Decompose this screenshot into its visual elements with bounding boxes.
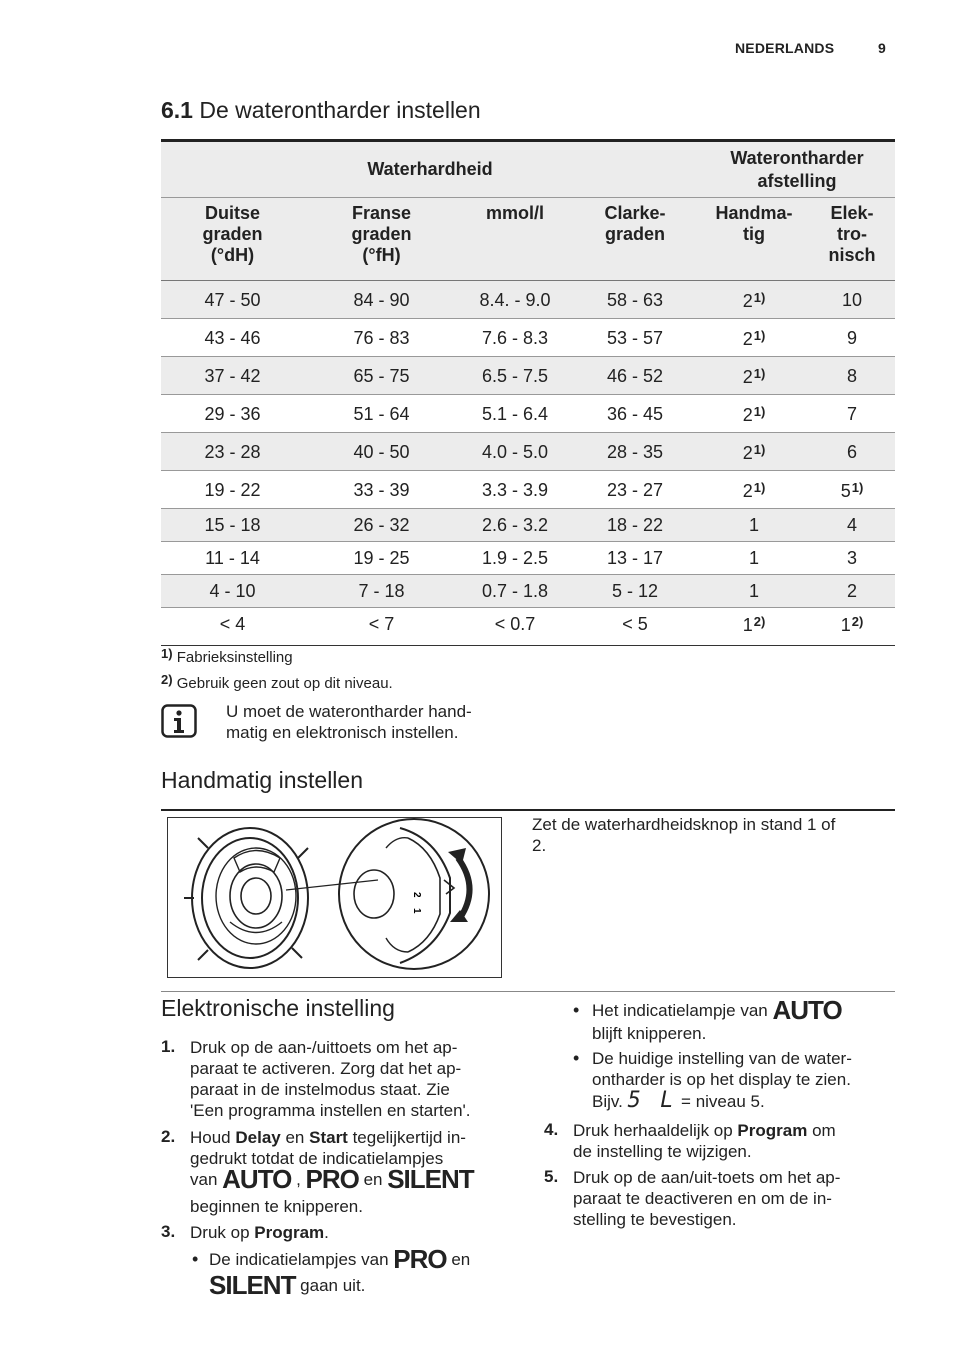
section-number: 6.1 (161, 97, 193, 123)
electronic-title: Elektronische instelling (161, 995, 395, 1021)
table-cell: 1.9 - 2.5 (459, 542, 571, 575)
table-cell: 11 - 14 (161, 542, 304, 575)
table-cell: 46 - 52 (571, 357, 699, 395)
table-cell: 23 - 28 (161, 433, 304, 471)
step-5-text: Druk op de aan/uit-toets om het ap- paraat te deactiveren en om de in- stelling te bevestigen. (573, 1168, 841, 1229)
auto-indicator-icon: AUTO (222, 1164, 292, 1194)
silent-indicator-icon: SILENT (387, 1164, 474, 1194)
table-cell: 23 - 27 (571, 471, 699, 509)
table-cell: 2.6 - 3.2 (459, 509, 571, 542)
table-row (161, 433, 895, 471)
table-cell: 7 (809, 395, 895, 433)
bullet-2-text: Het indicatielampje van AUTO blijft knipperen. (592, 995, 842, 1043)
table-cell: 18 - 22 (571, 509, 699, 542)
table-cell: 8.4. - 9.0 (459, 281, 571, 319)
start-key: Start (309, 1128, 348, 1147)
footnote-ref: 1) (753, 480, 766, 495)
divider (161, 809, 895, 811)
table-cell: 4.0 - 5.0 (459, 433, 571, 471)
column-header: mmol/l (459, 198, 571, 281)
table-cell: 2 (809, 575, 895, 608)
table-row (161, 575, 895, 608)
table-row (161, 357, 895, 395)
table-cell: 36 - 45 (571, 395, 699, 433)
program-key: Program (737, 1121, 808, 1140)
table-cell: 0.7 - 1.8 (459, 575, 571, 608)
bullet: • (192, 1249, 199, 1269)
table-cell: 8 (809, 357, 895, 395)
step-4-text: Druk herhaaldelijk op Program om de instelling te wijzigen. (573, 1121, 836, 1161)
table-cell: 2$^{1)}$ (699, 395, 809, 433)
table-cell: 40 - 50 (304, 433, 459, 471)
footnote-ref: 2) (851, 614, 864, 629)
table-cell: 2$^{1)}$ (699, 319, 809, 357)
footnote-text: Gebruik geen zout op dit niveau. (176, 675, 393, 692)
dial-label-2: 2 (411, 892, 422, 898)
info-note-text: U moet de waterontharder hand- matig en elektronisch instellen. (226, 702, 472, 742)
step-number: 5. (544, 1167, 559, 1186)
footnote-ref: 2) (753, 614, 766, 629)
table-row (161, 395, 895, 433)
table-row (161, 281, 895, 319)
info-icon (161, 704, 197, 738)
table-cell: 6.5 - 7.5 (459, 357, 571, 395)
table-cell: 1$^{2)}$ (809, 608, 895, 646)
footnote-ref: 1) (753, 442, 766, 457)
page-number: 9 (878, 40, 886, 56)
table-cell: 1 (699, 575, 809, 608)
table-cell: 4 - 10 (161, 575, 304, 608)
water-hardness-table (161, 139, 895, 646)
table-cell: 29 - 36 (161, 395, 304, 433)
bullet: • (573, 1000, 580, 1020)
step-3-text: Druk op Program. (190, 1223, 329, 1242)
table-cell: 1 (699, 542, 809, 575)
table-cell: 15 - 18 (161, 509, 304, 542)
table-cell: 76 - 83 (304, 319, 459, 357)
program-key: Program (254, 1223, 325, 1242)
table-cell: 7.6 - 8.3 (459, 319, 571, 357)
pro-indicator-icon: PRO (305, 1164, 359, 1194)
step-number: 4. (544, 1120, 559, 1139)
table-cell: < 4 (161, 608, 304, 646)
table-cell: < 7 (304, 608, 459, 646)
table-cell: 28 - 35 (571, 433, 699, 471)
manual-text: Zet de waterhardheidsknop in stand 1 of 2. (532, 815, 836, 855)
display-readout: 5 L (627, 1088, 677, 1113)
silent-indicator-icon: SILENT (209, 1270, 296, 1300)
table-cell: 5 - 12 (571, 575, 699, 608)
table-row (161, 319, 895, 357)
table-cell: 1 (699, 509, 809, 542)
table-cell: 58 - 63 (571, 281, 699, 319)
column-header: Clarke- graden (571, 198, 699, 281)
table-cell: 84 - 90 (304, 281, 459, 319)
column-header: Duitse graden (°dH) (161, 198, 304, 281)
footnote-text: Fabrieksinstelling (176, 649, 293, 666)
table-cell: 19 - 22 (161, 471, 304, 509)
table-cell: 2$^{1)}$ (699, 433, 809, 471)
table-cell: 51 - 64 (304, 395, 459, 433)
table-cell: 47 - 50 (161, 281, 304, 319)
table-cell: 5.1 - 6.4 (459, 395, 571, 433)
table-cell: 6 (809, 433, 895, 471)
table-cell: 2$^{1)}$ (699, 357, 809, 395)
table-cell: 10 (809, 281, 895, 319)
table-cell: 2$^{1)}$ (699, 471, 809, 509)
manual-title: Handmatig instellen (161, 767, 364, 793)
column-header: Franse graden (°fH) (304, 198, 459, 281)
step-2-text: Houd Delay en Start tegelijkertijd in- gedrukt totdat de indicatielampjes van AUTO , PRO en SILENT beginnen te knipperen. (190, 1128, 474, 1216)
bullet: • (573, 1048, 580, 1068)
pro-indicator-icon: PRO (393, 1244, 447, 1274)
table-cell: 33 - 39 (304, 471, 459, 509)
table-row (161, 608, 895, 646)
table-cell: 37 - 42 (161, 357, 304, 395)
footnote-mark: 2) (161, 672, 173, 687)
table-row (161, 509, 895, 542)
table-cell: 2$^{1)}$ (699, 281, 809, 319)
footnote-1 (161, 646, 293, 666)
divider (161, 991, 895, 992)
table-cell: < 5 (571, 608, 699, 646)
step-1-text: Druk op de aan-/uittoets om het ap- paraat te activeren. Zorg dat het ap- paraat in de instelmodus staat. Zie 'Een programma instellen en starten'. (190, 1038, 471, 1120)
section-title-text: De waterontharder instellen (199, 97, 481, 123)
bullet-1-text: De indicatielampjes van PRO en SILENT gaan uit. (209, 1244, 471, 1300)
table-cell: 9 (809, 319, 895, 357)
footnote-ref: 1) (753, 404, 766, 419)
header-language: NEDERLANDS (735, 40, 835, 56)
footnote-mark: 1) (161, 646, 173, 661)
column-header: Handma- tig (699, 198, 809, 281)
table-cell: 7 - 18 (304, 575, 459, 608)
table-cell: 3.3 - 3.9 (459, 471, 571, 509)
footnote-2 (161, 672, 393, 692)
table-row (161, 471, 895, 509)
table-cell: 13 - 17 (571, 542, 699, 575)
table-cell: 43 - 46 (161, 319, 304, 357)
step-number: 2. (161, 1127, 176, 1146)
delay-key: Delay (235, 1128, 281, 1147)
table-cell: 26 - 32 (304, 509, 459, 542)
dial-label-1: 1 (411, 908, 422, 914)
table-cell: < 0.7 (459, 608, 571, 646)
footnote-ref: 1) (753, 290, 766, 305)
table-cell: 4 (809, 509, 895, 542)
table-group-header-row (161, 141, 895, 198)
column-header: Elek- tro- nisch (809, 198, 895, 281)
step-number: 3. (161, 1222, 176, 1241)
footnote-ref: 1) (753, 366, 766, 381)
footnote-ref: 1) (851, 480, 864, 495)
auto-indicator-icon: AUTO (772, 995, 842, 1025)
footnote-ref: 1) (753, 328, 766, 343)
section-title (161, 97, 481, 124)
table-column-header-row (161, 198, 895, 281)
dial-illustration (167, 817, 502, 978)
group-header-afstelling: Waterontharder afstelling (699, 141, 895, 198)
table-cell: 65 - 75 (304, 357, 459, 395)
table-cell: 53 - 57 (571, 319, 699, 357)
table-cell: 5$^{1)}$ (809, 471, 895, 509)
table-row (161, 542, 895, 575)
table-cell: 1$^{2)}$ (699, 608, 809, 646)
table-cell: 19 - 25 (304, 542, 459, 575)
table-cell: 3 (809, 542, 895, 575)
step-number: 1. (161, 1037, 176, 1056)
bullet-3-text: De huidige instelling van de water- ontharder is op het display te zien. Bijv. 5 L = niveau 5. (592, 1049, 852, 1113)
group-header-waterhardheid: Waterhardheid (161, 141, 699, 198)
